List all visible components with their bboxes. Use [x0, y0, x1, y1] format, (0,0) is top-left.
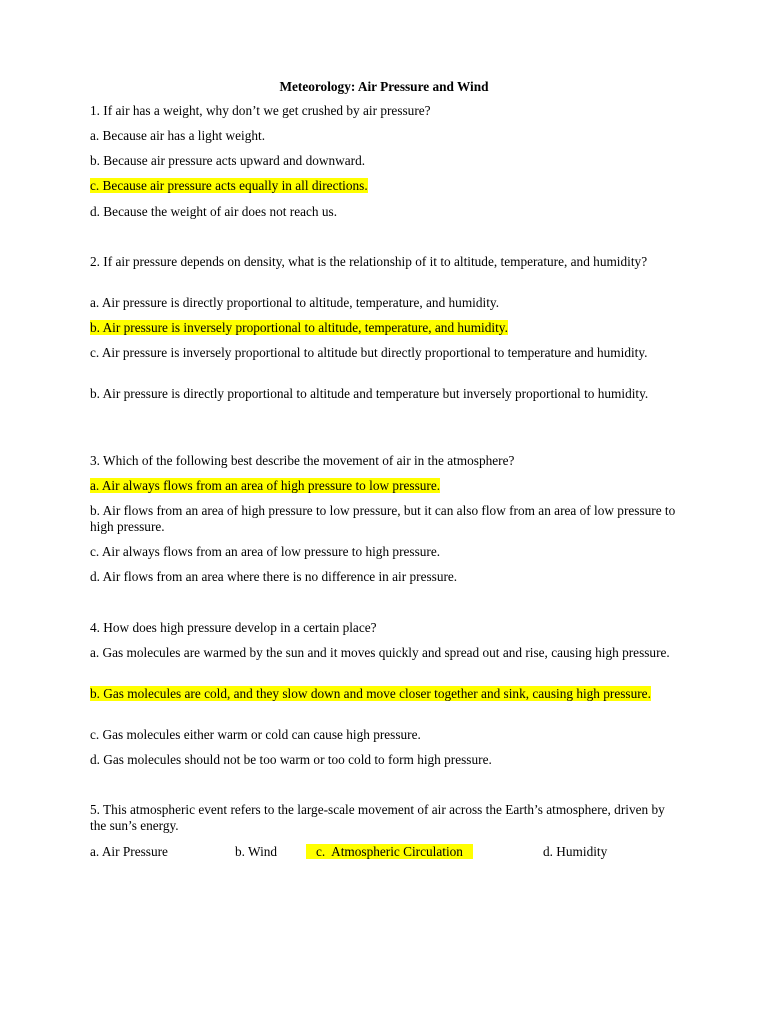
question-5-option-c	[306, 844, 473, 860]
question-4-text: 4. How does high pressure develop in a certain place?	[90, 620, 377, 635]
question-3-option-d: d. Air flows from an area where there is no difference in air pressure.	[90, 569, 458, 584]
question-2-text: 2. If air pressure depends on density, what is the relationship of it to altitude, temperature, and humidity?	[90, 254, 648, 269]
question-5-option-d: d. Humidity	[543, 844, 608, 859]
question-2-option-c: c. Air pressure is inversely proportional to altitude but directly proportional to temperature and humidity.	[90, 345, 648, 360]
question-3-text: 3. Which of the following best describe the movement of air in the atmosphere?	[90, 453, 515, 468]
question-1-option-c	[90, 178, 680, 194]
question-5-option-b: b. Wind	[235, 844, 278, 859]
question-3-option-b: b. Air flows from an area of high pressure to low pressure, but it can also flow from an area of low pressure to high pressure.	[90, 503, 676, 535]
question-3-option-c: c. Air always flows from an area of low pressure to high pressure.	[90, 544, 441, 559]
question-4-option-d: d. Gas molecules should not be too warm or too cold to form high pressure.	[90, 752, 492, 767]
highlighted-answer: a. Air always flows from an area of high pressure to low pressure.	[90, 478, 441, 493]
question-4-option-b	[90, 686, 680, 702]
question-5-option-a: a. Air Pressure	[90, 844, 168, 859]
question-1-option-d: d. Because the weight of air does not reach us.	[90, 204, 338, 219]
question-2-option-a: a. Air pressure is directly proportional to altitude, temperature, and humidity.	[90, 295, 500, 310]
question-4-option-c: c. Gas molecules either warm or cold can cause high pressure.	[90, 727, 421, 742]
highlighted-answer: c. Atmospheric Circulation	[306, 844, 473, 859]
question-2-option-d: b. Air pressure is directly proportional to altitude and temperature but inversely proportional to humidity.	[90, 386, 649, 401]
highlighted-answer: b. Gas molecules are cold, and they slow down and move closer together and sink, causing high pressure.	[90, 686, 651, 701]
question-1-option-b: b. Because air pressure acts upward and downward.	[90, 153, 366, 168]
question-5-text: 5. This atmospheric event refers to the large-scale movement of air across the Earth’s atmosphere, driven by the sun’s energy.	[90, 802, 665, 834]
question-2-option-b	[90, 320, 680, 336]
page-title: Meteorology: Air Pressure and Wind	[279, 79, 489, 94]
question-3-option-a	[90, 478, 680, 494]
question-4-option-a: a. Gas molecules are warmed by the sun and it moves quickly and spread out and rise, causing high pressure.	[90, 645, 670, 660]
highlighted-answer: b. Air pressure is inversely proportional to altitude, temperature, and humidity.	[90, 320, 508, 335]
question-1-option-a: a. Because air has a light weight.	[90, 128, 266, 143]
highlighted-answer: c. Because air pressure acts equally in all directions.	[90, 178, 368, 193]
question-1-text: 1. If air has a weight, why don’t we get crushed by air pressure?	[90, 103, 431, 118]
